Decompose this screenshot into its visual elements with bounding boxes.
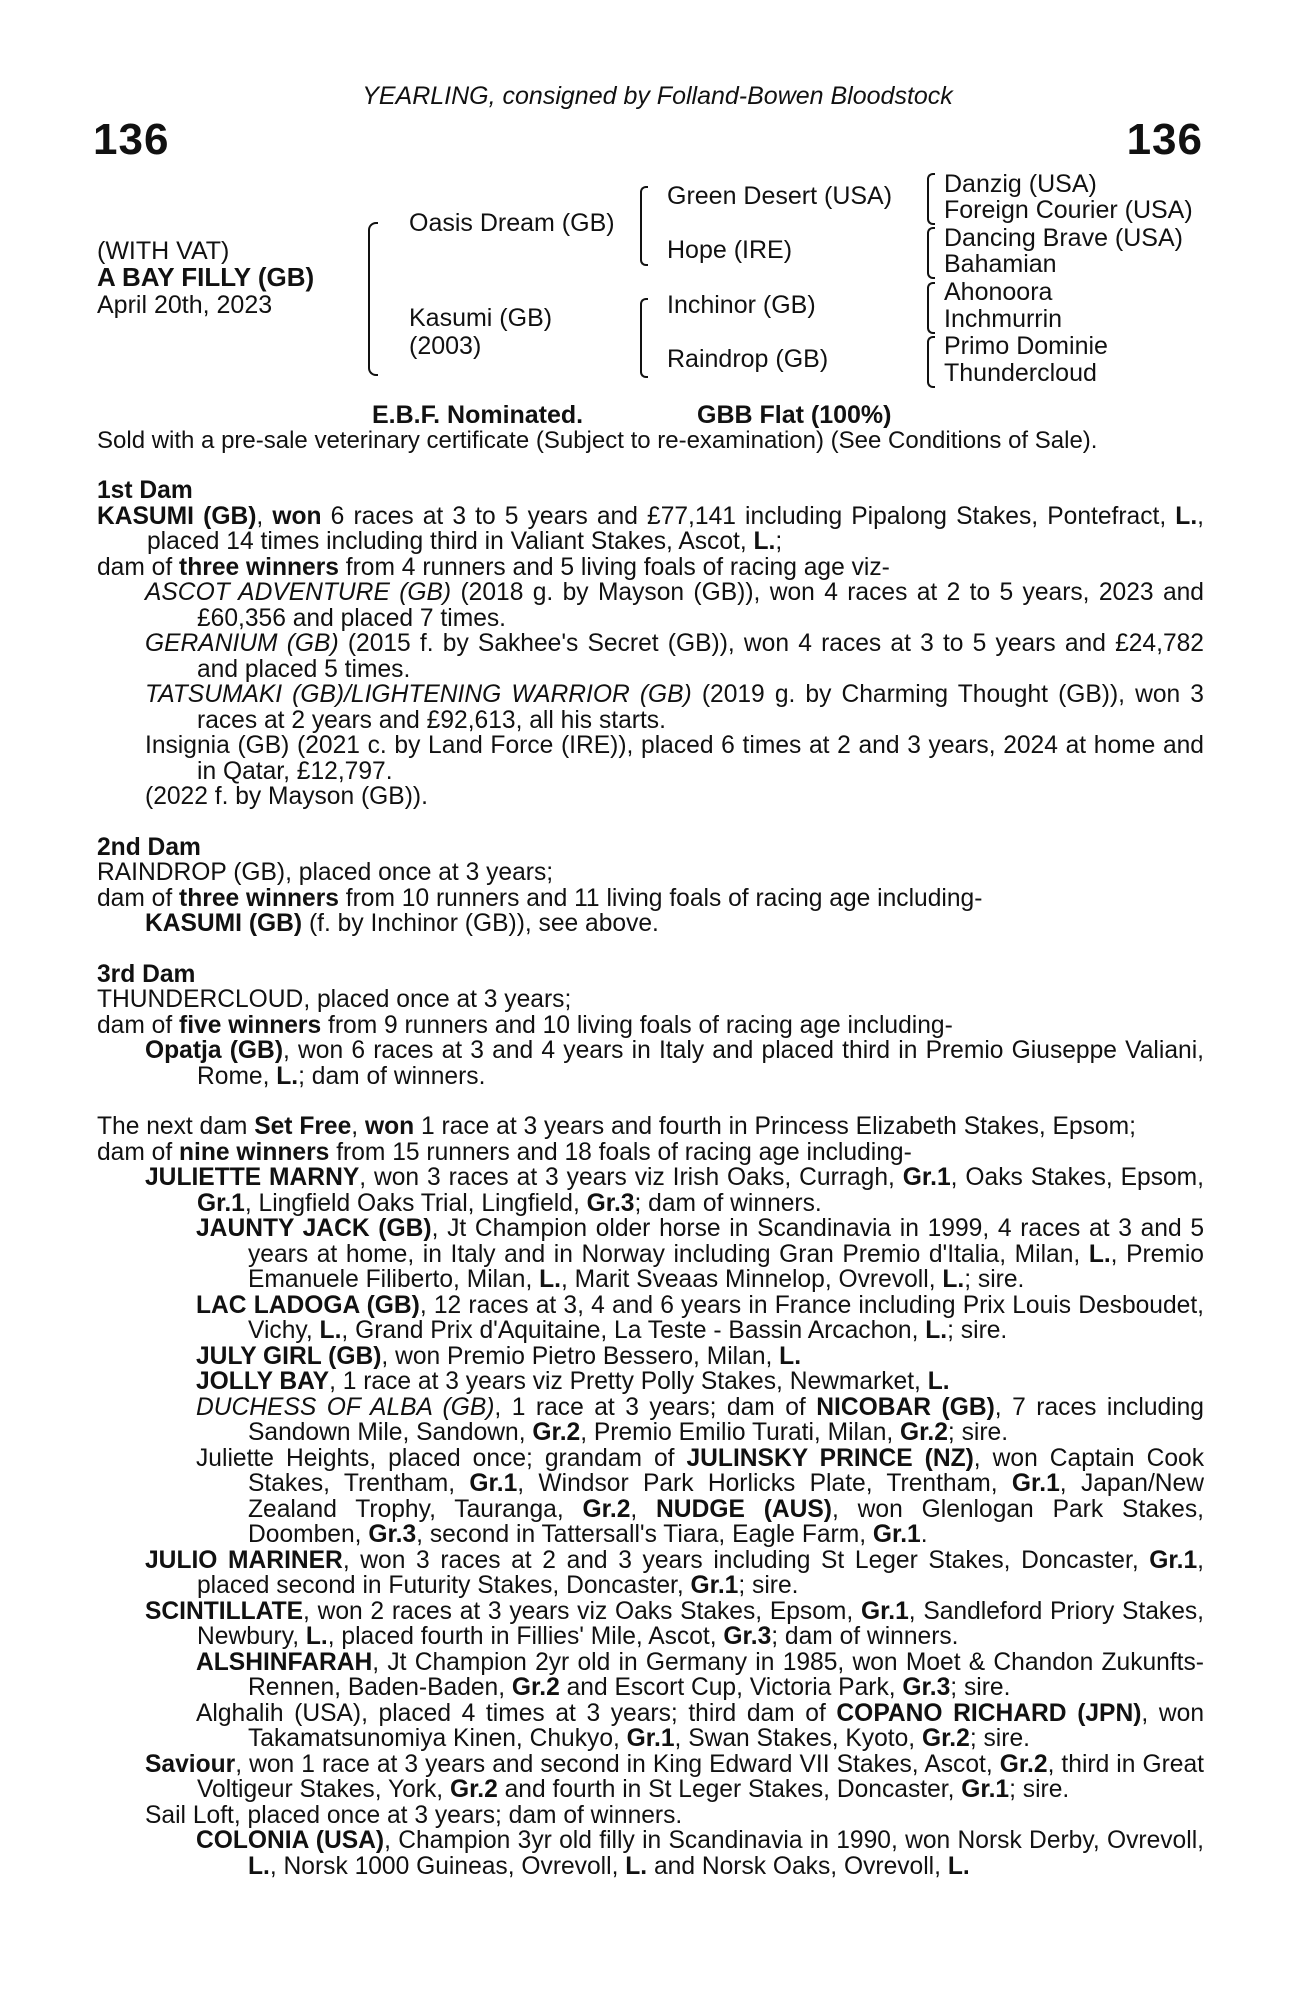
- produce-entry: Saviour, won 1 race at 3 years and second in King Edward VII Stakes, Ascot, Gr.2, third in Great Voltigeur Stakes, York, Gr.2 and fourth in St Leger Stakes, Doncaster, Gr.1; sire.: [145, 1750, 1204, 1803]
- pedigree-g6: Inchmurrin: [944, 305, 1063, 333]
- third-dam-produce: [97, 1038, 1204, 1089]
- pedigree-g2: Foreign Courier (USA): [944, 196, 1193, 224]
- pedigree-dam-dam: Raindrop (GB): [667, 345, 829, 373]
- bold-text: Gr.1: [690, 1572, 739, 1599]
- descendant-entry: DUCHESS OF ALBA (GB), 1 race at 3 years; dam of NICOBAR (GB), 7 races including Sandown Mile, Sandown, Gr.2, Premio Emilio Turati, Milan, Gr.2; sire.: [196, 1393, 1204, 1446]
- bold-text: Saviour: [145, 1750, 236, 1778]
- bold-text: five winners: [179, 1011, 322, 1039]
- bold-text: Gr.3: [368, 1521, 417, 1548]
- bold-text: JAUNTY JACK (GB): [196, 1215, 432, 1242]
- pedigree-bracket-g2: [927, 227, 935, 279]
- descendant-entry: ALSHINFARAH, Jt Champion 2yr old in Germany in 1985, won Moet & Chandon Zukunfts-Rennen, Baden-Baden, Gr.2 and Escort Cup, Victoria Park, Gr.3; sire.: [196, 1648, 1204, 1701]
- bold-text: Gr.2: [999, 1750, 1048, 1778]
- bold-text: L.: [305, 1623, 328, 1650]
- produce-entry: SCINTILLATE, won 2 races at 3 years viz Oaks Stakes, Epsom, Gr.1, Sandleford Priory Stakes, Newbury, L., placed fourth in Fillies' Mile, Ascot, Gr.3; dam of winners.: [145, 1597, 1204, 1650]
- italic-text: GERANIUM (GB): [145, 630, 339, 657]
- pedigree-bracket-g1: [927, 173, 935, 225]
- bold-text: L.: [276, 1062, 299, 1090]
- bold-text: L.: [779, 1342, 802, 1370]
- bold-text: JULINSKY PRINCE (NZ): [686, 1444, 974, 1472]
- bold-text: Gr.1: [872, 1521, 921, 1548]
- produce-entry: GERANIUM (GB) (2015 f. by Sakhee's Secret (GB)), won 4 races at 3 to 5 years and £24,782 and placed 5 times.: [145, 630, 1204, 683]
- third-dam-dam-of: dam of five winners from 9 runners and 10 living foals of racing age including-: [97, 1011, 953, 1039]
- bold-text: Gr.2: [532, 1419, 581, 1446]
- bold-text: LAC LADOGA (GB): [196, 1291, 420, 1319]
- pedigree-g5: Ahonoora: [944, 278, 1053, 306]
- pedigree-g3: Dancing Brave (USA): [944, 224, 1183, 252]
- bold-text: KASUMI (GB): [145, 910, 303, 937]
- produce-entry: TATSUMAKI (GB)/LIGHTENING WARRIOR (GB) (2019 g. by Charming Thought (GB)), won 3 races at 2 years and £92,613, all his starts.: [145, 681, 1204, 734]
- bold-text: Gr.2: [449, 1776, 498, 1803]
- bold-text: JULY GIRL (GB): [196, 1342, 382, 1370]
- pedigree-dam: Kasumi (GB): [409, 304, 553, 332]
- bold-text: JULIO MARINER: [145, 1546, 343, 1574]
- produce-entry: (2022 f. by Mayson (GB)).: [145, 783, 428, 810]
- produce-entry: Insignia (GB) (2021 c. by Land Force (IRE)), placed 6 times at 2 and 3 years, 2024 at home and in Qatar, £12,797.: [145, 732, 1204, 785]
- pedigree-bracket-dam: [640, 298, 648, 378]
- bold-text: Gr.3: [723, 1623, 772, 1650]
- bold-text: Gr.1: [469, 1470, 518, 1497]
- pedigree-sire: Oasis Dream (GB): [409, 209, 615, 237]
- bold-text: Gr.1: [961, 1776, 1010, 1803]
- bold-text: L.: [947, 1852, 970, 1880]
- foaling-date: April 20th, 2023: [97, 291, 273, 319]
- bold-text: L.: [319, 1317, 342, 1344]
- descendant-entry: JOLLY BAY, 1 race at 3 years viz Pretty Polly Stakes, Newmarket, L.: [196, 1368, 950, 1395]
- next-dam-intro: The next dam Set Free, won 1 race at 3 years and fourth in Princess Elizabeth Stakes, Epsom;: [97, 1113, 1136, 1140]
- descendant-entry: Alghalih (USA), placed 4 times at 3 years; third dam of COPANO RICHARD (JPN), won Takamatsunomiya Kinen, Chukyo, Gr.1, Swan Stakes, Kyoto, Gr.2; sire.: [196, 1699, 1204, 1752]
- produce-entry: JULIO MARINER, won 3 races at 2 and 3 years including St Leger Stakes, Doncaster, Gr.1, placed second in Futurity Stakes, Doncaster, Gr.1; sire.: [145, 1546, 1204, 1599]
- bold-text: Gr.3: [902, 1674, 951, 1701]
- bold-text: three winners: [179, 553, 339, 581]
- bold-text: won: [272, 502, 322, 530]
- bold-text: Gr.2: [511, 1674, 560, 1701]
- lot-number: 136: [93, 115, 170, 164]
- descendant-entry: COLONIA (USA), Champion 3yr old filly in Scandinavia in 1990, won Norsk Derby, Ovrevoll, L., Norsk 1000 Guineas, Ovrevoll, L. and Norsk Oaks, Ovrevoll, L.: [196, 1827, 1204, 1880]
- vat-label: (WITH VAT): [97, 237, 230, 265]
- bold-text: COPANO RICHARD (JPN): [836, 1699, 1142, 1727]
- italic-text: DUCHESS OF ALBA (GB): [196, 1393, 495, 1421]
- vet-certificate-note: Sold with a pre-sale veterinary certificate (Subject to re-examination) (See Conditions of Sale).: [97, 427, 1098, 454]
- produce-entry: JULIETTE MARNY, won 3 races at 3 years viz Irish Oaks, Curragh, Gr.1, Oaks Stakes, Epsom, Gr.1, Lingfield Oaks Trial, Lingfield, Gr.3; dam of winners.: [145, 1164, 1204, 1217]
- descendant-entry: JULY GIRL (GB), won Premio Pietro Bessero, Milan, L.: [196, 1342, 802, 1370]
- pedigree-bracket-g4: [927, 336, 935, 388]
- pedigree-dam-year: (2003): [409, 332, 482, 360]
- bold-text: ALSHINFARAH: [196, 1648, 373, 1676]
- bold-text: L.: [927, 1368, 950, 1395]
- produce-entry: ASCOT ADVENTURE (GB) (2018 g. by Mayson (GB)), won 4 races at 2 to 5 years, 2023 and £60,356 and placed 7 times.: [145, 579, 1204, 632]
- bold-text: KASUMI (GB): [97, 502, 257, 530]
- descendant-entry: LAC LADOGA (GB), 12 races at 3, 4 and 6 years in France including Prix Louis Desboudet, Vichy, L., Grand Prix d'Aquitaine, La Teste - Bassin Arcachon, L.; sire.: [196, 1291, 1204, 1344]
- bold-text: COLONIA (USA): [196, 1827, 385, 1854]
- gbb-flat: GBB Flat (100%): [697, 401, 892, 429]
- italic-text: TATSUMAKI (GB)/LIGHTENING WARRIOR (GB): [145, 681, 692, 708]
- first-dam-produce: [97, 580, 1204, 810]
- pedigree-sire-dam: Hope (IRE): [667, 236, 793, 264]
- horse-name: A BAY FILLY (GB): [97, 262, 315, 292]
- italic-text: ASCOT ADVENTURE (GB): [145, 579, 452, 606]
- next-dam-entries: [97, 1165, 1204, 1879]
- bold-text: L.: [1175, 502, 1198, 530]
- first-dam-heading: 1st Dam: [97, 477, 193, 504]
- bold-text: L.: [753, 528, 776, 555]
- bold-text: Set Free: [254, 1113, 352, 1140]
- bold-text: Gr.1: [902, 1164, 951, 1191]
- third-dam-intro: THUNDERCLOUD, placed once at 3 years;: [97, 986, 572, 1013]
- bold-text: Gr.2: [582, 1495, 631, 1523]
- bold-text: won: [364, 1113, 415, 1140]
- bold-text: three winners: [179, 884, 339, 912]
- pedigree-g4: Bahamian: [944, 250, 1057, 278]
- pedigree-g8: Thundercloud: [944, 359, 1097, 387]
- second-dam-produce: [97, 911, 1204, 937]
- bold-text: NUDGE (AUS): [656, 1495, 832, 1523]
- bold-text: Gr.1: [1011, 1470, 1060, 1497]
- first-dam-intro: KASUMI (GB), won 6 races at 3 to 5 years and £77,141 including Pipalong Stakes, Pontefract, L., placed 14 times including third in Valiant Stakes, Ascot, L.;: [97, 502, 1204, 555]
- bold-text: nine winners: [179, 1138, 330, 1166]
- next-dam-dam-of: dam of nine winners from 15 runners and 18 foals of racing age including-: [97, 1138, 912, 1166]
- bold-text: L.: [925, 1317, 948, 1344]
- third-dam-heading: 3rd Dam: [97, 960, 196, 988]
- second-dam-intro: RAINDROP (GB), placed once at 3 years;: [97, 859, 554, 886]
- first-dam-dam-of: dam of three winners from 4 runners and 5 living foals of racing age viz-: [97, 553, 890, 581]
- bold-text: Gr.1: [626, 1725, 675, 1752]
- pedigree-bracket-main: [368, 222, 378, 376]
- second-dam-heading: 2nd Dam: [97, 833, 201, 861]
- lot-number-right: 136: [1126, 115, 1203, 164]
- bold-text: Gr.1: [1149, 1546, 1198, 1574]
- bold-text: JULIETTE MARNY: [145, 1164, 360, 1191]
- pedigree-g1: Danzig (USA): [944, 170, 1097, 198]
- bold-text: NICOBAR (GB): [816, 1393, 995, 1421]
- bold-text: Gr.2: [900, 1419, 948, 1446]
- bold-text: L.: [248, 1852, 270, 1880]
- pedigree-dam-sire: Inchinor (GB): [667, 291, 816, 319]
- produce-entry: KASUMI (GB) (f. by Inchinor (GB)), see above.: [145, 910, 659, 937]
- pedigree-bracket-sire: [640, 186, 648, 266]
- ebf-nominated: E.B.F. Nominated.: [372, 401, 584, 429]
- produce-entry: Sail Loft, placed once at 3 years; dam of winners.: [145, 1801, 683, 1829]
- bold-text: Gr.2: [921, 1725, 970, 1752]
- descendant-entry: Juliette Heights, placed once; grandam of JULINSKY PRINCE (NZ), won Captain Cook Stakes, Trentham, Gr.1, Windsor Park Horlicks Plate, Trentham, Gr.1, Japan/New Zealand Trophy, Tauranga, Gr.2, NUDGE (AUS), won Glenlogan Park Stakes, Doomben, Gr.3, second in Tattersall's Tiara, Eagle Farm, Gr.1.: [196, 1444, 1204, 1548]
- pedigree-bracket-g3: [927, 282, 935, 334]
- second-dam-dam-of: dam of three winners from 10 runners and 11 living foals of racing age including-: [97, 884, 983, 912]
- bold-text: L.: [625, 1852, 648, 1880]
- pedigree-g7: Primo Dominie: [944, 332, 1108, 360]
- pedigree-sire-sire: Green Desert (USA): [667, 182, 893, 210]
- produce-entry: Opatja (GB), won 6 races at 3 and 4 years in Italy and placed third in Premio Giuseppe Valiani, Rome, L.; dam of winners.: [145, 1037, 1204, 1090]
- bold-text: Gr.1: [860, 1597, 909, 1625]
- bold-text: Gr.3: [586, 1189, 635, 1217]
- consignment-subtitle: YEARLING, consigned by Folland-Bowen Bloodstock: [362, 82, 953, 110]
- catalogue-body: [97, 478, 1204, 1879]
- bold-text: L.: [942, 1266, 965, 1293]
- descendant-entry: JAUNTY JACK (GB), Jt Champion older horse in Scandinavia in 1999, 4 races at 3 and 5 years at home, in Italy and in Norway including Gran Premio d'Italia, Milan, L., Premio Emanuele Filiberto, Milan, L., Marit Sveaas Minnelop, Ovrevoll, L.; sire.: [196, 1215, 1204, 1293]
- bold-text: Gr.1: [197, 1189, 245, 1217]
- bold-text: L.: [539, 1266, 562, 1293]
- bold-text: Opatja (GB): [145, 1037, 284, 1064]
- bold-text: SCINTILLATE: [145, 1597, 304, 1625]
- bold-text: L.: [1088, 1240, 1111, 1268]
- bold-text: JOLLY BAY: [196, 1368, 330, 1395]
